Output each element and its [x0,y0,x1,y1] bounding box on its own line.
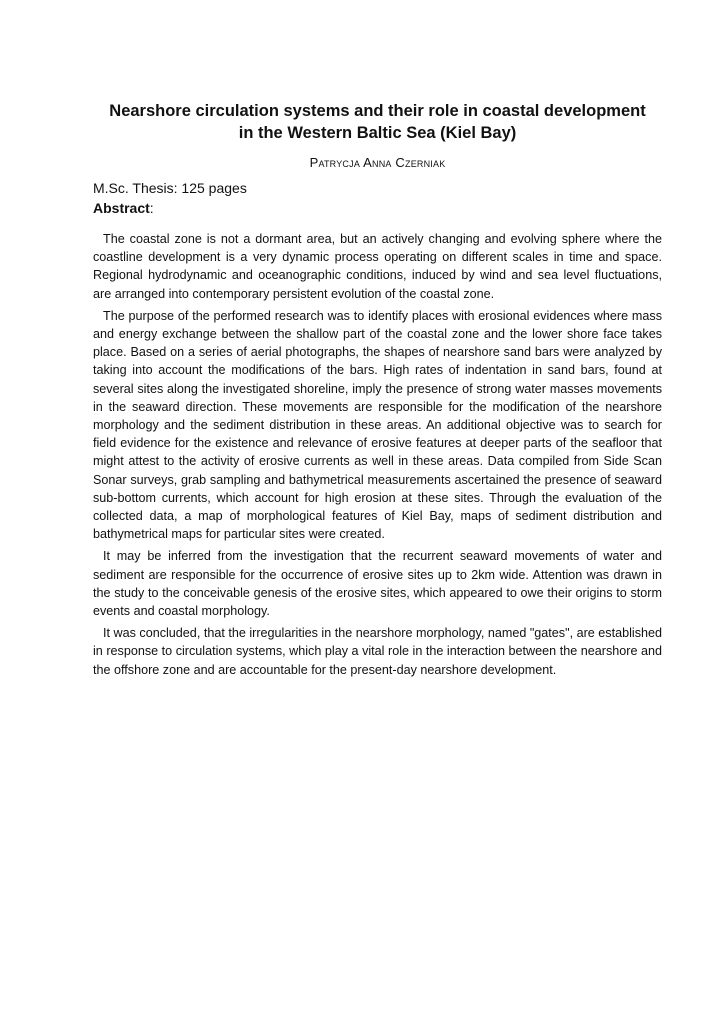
abstract-colon: : [149,200,154,216]
author-name: Patrycja Anna Czerniak [309,155,446,170]
abstract-paragraph-3: It may be inferred from the investigation that the recurrent seaward movements of water and sediment are responsible for the occurrence of erosive sites up to 2km wide. Attention was drawn in the study to the conceivable genesis of the erosive sites, which appeared to owe their origins to storm events and coastal morphology. [93,549,662,619]
abstract-paragraph-4: It was concluded, that the irregularities in the nearshore morphology, named "gates", are established in response to circulation systems, which play a vital role in the interaction between the nearshore and the offshore zone and are accountable for the present-day nearshore development. [93,626,662,677]
abstract-label: Abstract [93,200,150,216]
title-line-1: Nearshore circulation systems and their role in coastal development [109,102,646,120]
thesis-info: M.Sc. Thesis: 125 pages [93,180,247,196]
page-title [93,100,662,144]
abstract-body [93,230,662,679]
abstract-paragraph-2: The purpose of the performed research was to identify places with erosional evidences where mass and energy exchange between the shallow part of the coastal zone and the lower shore face takes place. Based on a series of aerial photographs, the shapes of nearshore sand bars were analyzed by taking into account the modifications of the bars. High rates of indentation in sand bars, found at several sites along the investigated shoreline, imply the presence of strong water masses movements in the seaward direction. These movements are responsible for the modification of the nearshore morphology and the sediment distribution in these areas. An additional objective was to search for field evidence for the existence and relevance of erosive features at deeper parts of the seafloor that might attest to the activity of erosive currents as well in these areas. Data compiled from Side Scan Sonar surveys, grab sampling and bathymetrical measurements ascertained the presence of seaward sub-bottom currents, which account for high erosion at these sites. Through the evaluation of the collected data, a map of morphological features of Kiel Bay, maps of sediment distribution and bathymetrical maps for particular sites were created. [93,308,662,542]
abstract-paragraph-1: The coastal zone is not a dormant area, but an actively changing and evolving sphere where the coastline development is a very dynamic process operating on different scales in time and space. Regional hydrodynamic and oceanographic conditions, induced by wind and sea level fluctuations, are arranged into contemporary persistent evolution of the coastal zone. [93,232,662,301]
title-line-2: in the Western Baltic Sea (Kiel Bay) [238,124,517,142]
abstract-heading [93,198,662,218]
